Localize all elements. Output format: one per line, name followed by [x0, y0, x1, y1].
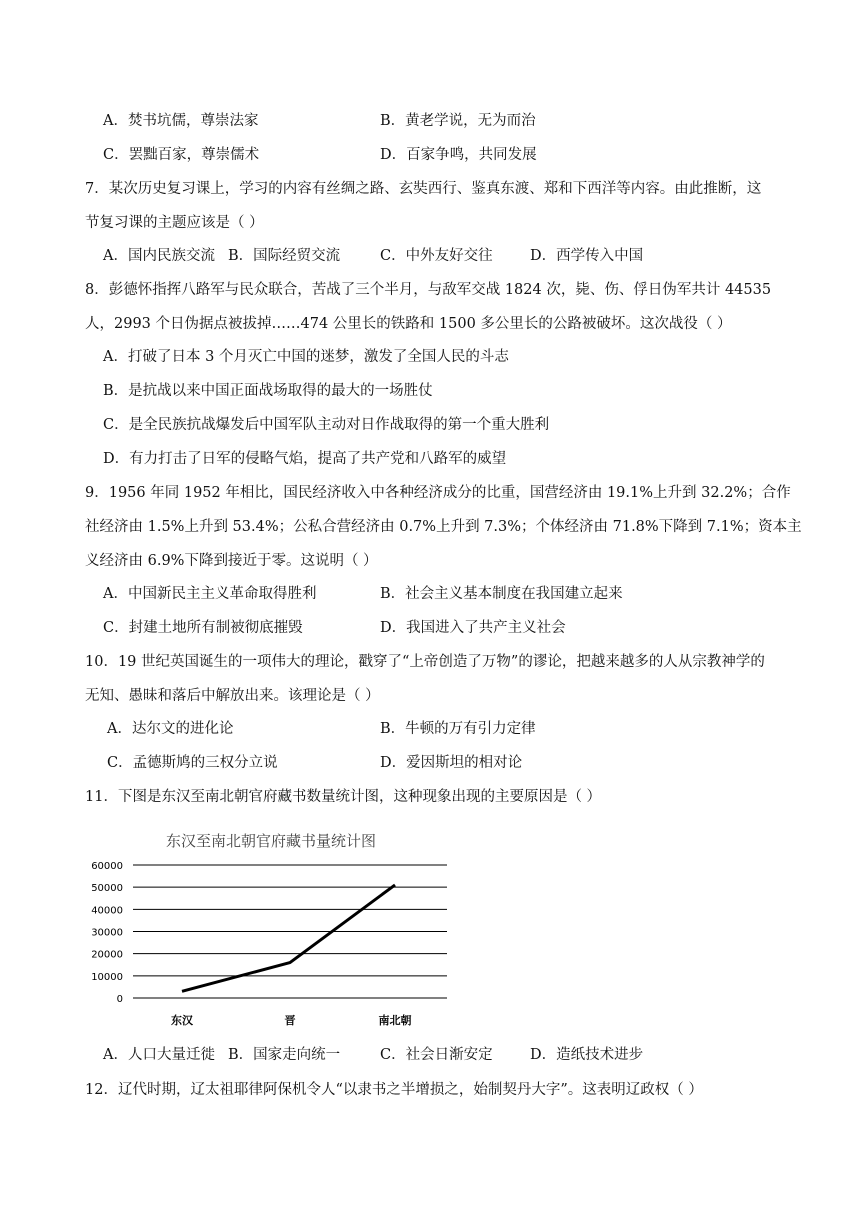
q10-option-c: C．孟德斯鸠的三权分立说	[107, 755, 278, 771]
chart-title: 东汉至南北朝官府藏书量统计图	[165, 832, 377, 850]
q9-stem-line2: 社经济由 1.5%上升到 53.4%；公私合营经济由 0.7%上升到 7.3%；个体经济由 71.8%下降到 7.1%；资本主	[85, 519, 802, 535]
y-tick-label: 10000	[91, 971, 123, 983]
q6-option-b: B．黄老学说，无为而治	[380, 113, 536, 129]
q6-option-d: D．百家争鸣，共同发展	[380, 147, 537, 163]
q9-option-c: C．封建土地所有制被彻底摧毁	[103, 620, 303, 636]
q11-option-b: B．国家走向统一	[228, 1047, 341, 1063]
q8-option-a: A．打破了日本 3 个月灭亡中国的迷梦，激发了全国人民的斗志	[103, 349, 509, 365]
q7-option-d: D．西学传入中国	[530, 248, 644, 264]
y-tick-label: 40000	[91, 905, 123, 917]
q7-stem-line1: 7．某次历史复习课上，学习的内容有丝绸之路、玄奘西行、鉴真东渡、郑和下西洋等内容。由此推断，这	[85, 181, 762, 197]
y-tick-label: 0	[116, 994, 123, 1005]
q6-option-a: A．焚书坑儒，尊崇法家	[103, 113, 259, 129]
q8-option-b: B．是抗战以来中国正面战场取得的最大的一场胜仗	[103, 383, 433, 399]
x-tick-label: 晋	[284, 1014, 296, 1027]
q9-option-a: A．中国新民主主义革命取得胜利	[103, 586, 317, 602]
q7-option-b: B．国际经贸交流	[228, 248, 341, 264]
q9-stem-line3: 义经济由 6.9%下降到接近于零。这说明（ ）	[85, 553, 378, 569]
q8-stem-line2: 人，2993 个日伪据点被拔掉……474 公里长的铁路和 1500 多公里长的公路被破坏。这次战役（ ）	[85, 316, 732, 332]
q7-option-a: A．国内民族交流	[103, 248, 215, 264]
q9-option-d: D．我国进入了共产主义社会	[380, 620, 566, 636]
y-tick-label: 60000	[91, 861, 123, 872]
y-tick-label: 30000	[91, 927, 123, 939]
q11-stem: 11．下图是东汉至南北朝官府藏书数量统计图，这种现象出现的主要原因是（ ）	[85, 789, 602, 805]
q8-stem-line1: 8．彭德怀指挥八路军与民众联合，苦战了三个半月，与敌军交战 1824 次，毙、伤、俘日伪军共计 44535	[85, 282, 772, 298]
x-tick-label: 东汉	[171, 1014, 193, 1027]
q8-option-d: D．有力打击了日军的侵略气焰，提高了共产党和八路军的威望	[103, 451, 507, 467]
y-tick-label: 50000	[91, 883, 123, 895]
q10-option-b: B．牛顿的万有引力定律	[380, 721, 536, 737]
q8-option-c: C．是全民族抗战爆发后中国军队主动对日作战取得的第一个重大胜利	[103, 417, 550, 433]
q9-option-b: B．社会主义基本制度在我国建立起来	[380, 586, 623, 602]
q6-option-c: C．罢黜百家，尊崇儒术	[103, 147, 260, 163]
q12-stem: 12．辽代时期，辽太祖耶律阿保机令人“以隶书之半增损之，始制契丹大字”。这表明辽政权（ ）	[85, 1082, 703, 1098]
q7-option-c: C．中外友好交往	[380, 248, 493, 264]
q7-stem-line2: 节复习课的主题应该是（ ）	[85, 215, 264, 231]
q9-stem-line1: 9．1956 年同 1952 年相比，国民经济收入中各种经济成分的比重，国营经济由 19.1%上升到 32.2%；合作	[85, 485, 791, 501]
q11-option-a: A．人口大量迁徙	[103, 1047, 215, 1063]
y-tick-label: 20000	[91, 949, 123, 961]
q10-stem-line2: 无知、愚昧和落后中解放出来。该理论是（ ）	[85, 688, 380, 704]
q11-option-c: C．社会日渐安定	[380, 1047, 493, 1063]
q10-option-a: A．达尔文的进化论	[107, 721, 234, 737]
book-collection-line-chart	[85, 822, 465, 1032]
q10-stem-line1: 10．19 世纪英国诞生的一项伟大的理论，戳穿了“上帝创造了万物”的谬论，把越来越多的人从宗教神学的	[85, 654, 765, 670]
q11-option-d: D．造纸技术进步	[530, 1047, 644, 1063]
x-tick-label: 南北朝	[378, 1014, 412, 1027]
q10-option-d: D．爱因斯坦的相对论	[380, 755, 523, 771]
